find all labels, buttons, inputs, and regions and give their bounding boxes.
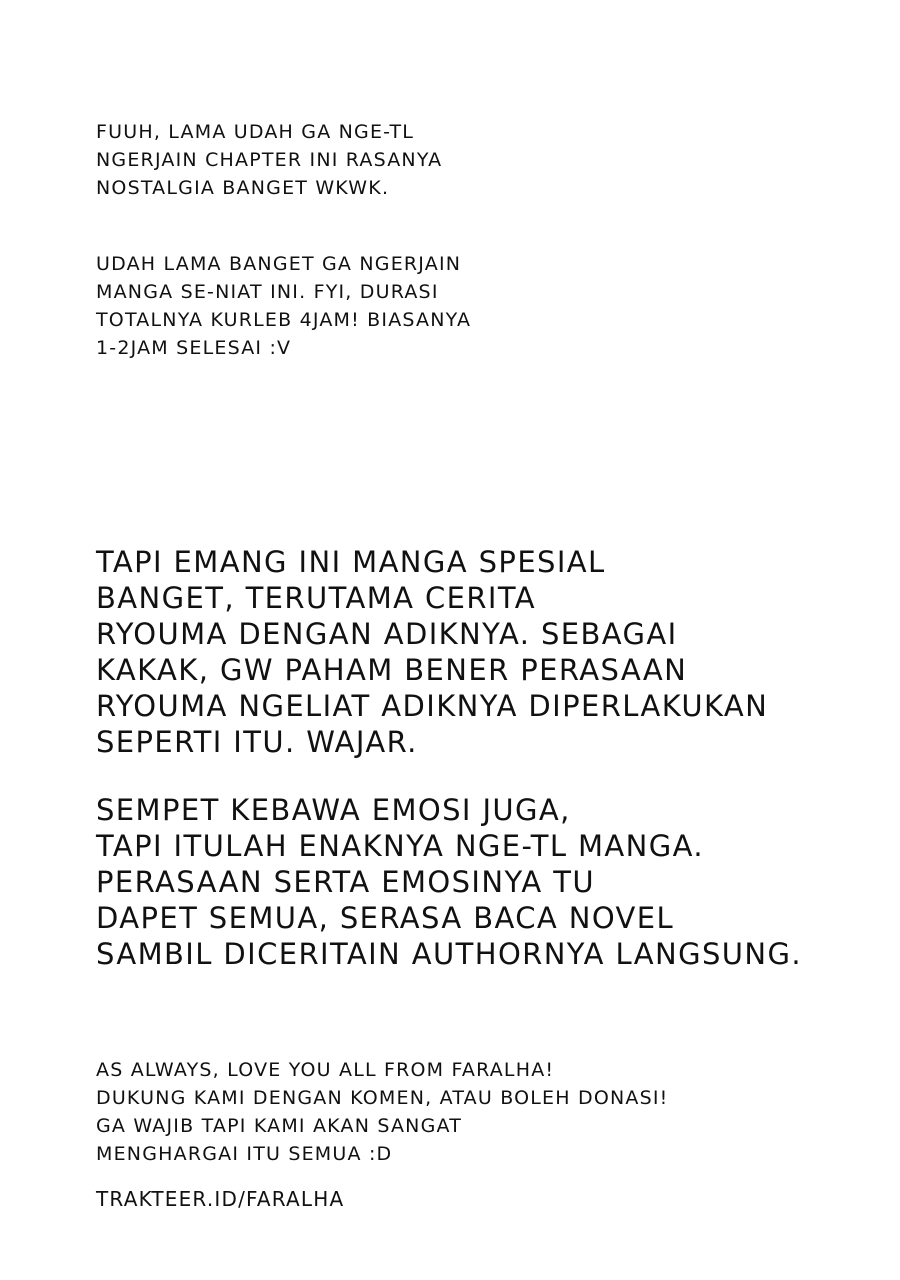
- emotion-note: [96, 792, 802, 972]
- intro-line-2: NGERJAIN CHAPTER INI RASANYA: [96, 149, 443, 171]
- donation-link-block: [96, 1187, 344, 1211]
- special-line-5: RYOUMA NGELIAT ADIKNYA DIPERLAKUKAN: [96, 689, 769, 723]
- work-line-4: 1-2JAM SELESAI :V: [96, 337, 292, 359]
- intro-line-1: FUUH, LAMA UDAH GA NGE-TL: [96, 121, 415, 143]
- work-line-3: TOTALNYA KURLEB 4JAM! BIASANYA: [96, 309, 472, 331]
- special-line-4: KAKAK, GW PAHAM BENER PERASAAN: [96, 653, 688, 687]
- special-line-2: BANGET, TERUTAMA CERITA: [96, 581, 536, 615]
- work-line-2: MANGA SE-NIAT INI. FYI, DURASI: [96, 281, 439, 303]
- closing-line-4: MENGHARGAI ITU SEMUA :D: [96, 1143, 393, 1165]
- special-line-1: TAPI EMANG INI MANGA SPESIAL: [96, 545, 606, 579]
- emotion-line-3: PERASAAN SERTA EMOSINYA TU: [96, 865, 595, 899]
- emotion-line-5: SAMBIL DICERITAIN AUTHORNYA LANGSUNG.: [96, 937, 802, 971]
- emotion-line-1: SEMPET KEBAWA EMOSI JUGA,: [96, 793, 571, 827]
- emotion-line-2: TAPI ITULAH ENAKNYA NGE-TL MANGA.: [96, 829, 704, 863]
- closing-line-2: DUKUNG KAMI DENGAN KOMEN, ATAU BOLEH DONASI!: [96, 1087, 669, 1109]
- special-line-3: RYOUMA DENGAN ADIKNYA. SEBAGAI: [96, 617, 678, 651]
- closing-line-3: GA WAJIB TAPI KAMI AKAN SANGAT: [96, 1115, 463, 1137]
- closing-line-1: AS ALWAYS, LOVE YOU ALL FROM FARALHA!: [96, 1059, 555, 1081]
- intro-note: [96, 118, 442, 202]
- work-line-1: UDAH LAMA BANGET GA NGERJAIN: [96, 253, 462, 275]
- closing-note: [96, 1056, 668, 1168]
- emotion-line-4: DAPET SEMUA, SERASA BACA NOVEL: [96, 901, 675, 935]
- work-duration-note: [96, 250, 471, 362]
- intro-line-3: NOSTALGIA BANGET WKWK.: [96, 177, 390, 199]
- special-line-6: SEPERTI ITU. WAJAR.: [96, 725, 418, 759]
- special-manga-note: [96, 544, 768, 760]
- trakteer-link-text: TRAKTEER.ID/FARALHA: [96, 1187, 345, 1211]
